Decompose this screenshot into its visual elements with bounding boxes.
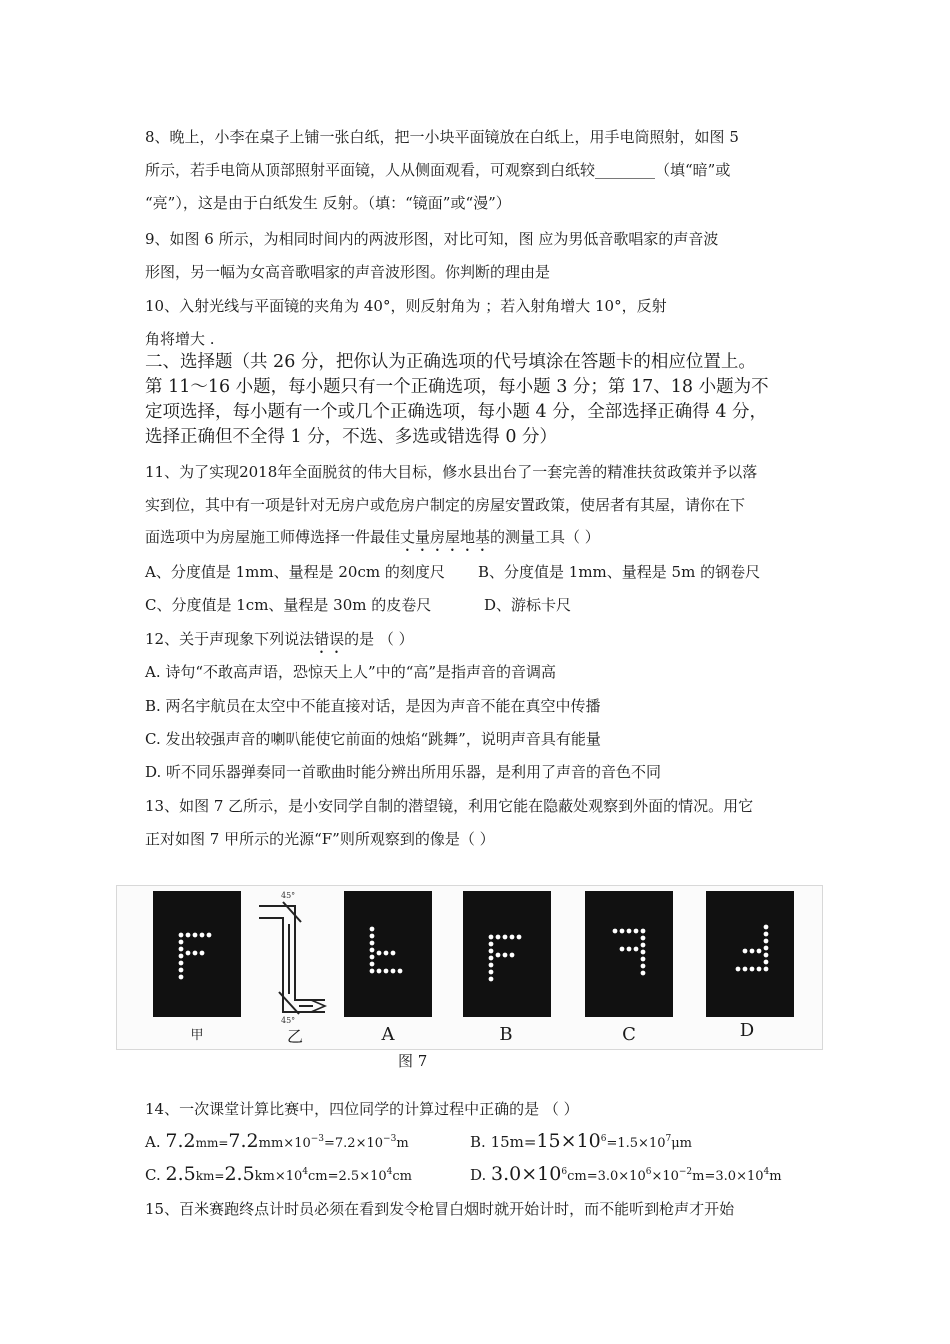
q14-b-label: B. [470,1133,486,1151]
q11-option-d: D、游标卡尺 [484,596,572,614]
q12-stem-a: 12、关于声现象下列说法 [145,630,315,648]
angle-top: 45° [281,891,296,900]
label-d: D [739,1020,755,1041]
q9-line-2: 形图，另一幅为女高音歌唱家的声音波形图。你判断的理由是 [145,263,551,281]
q8-line-3: “亮”），这是由于白纸发生 反射。（填：“镜面”或“漫”） [145,194,511,212]
q8-line-1: 8、晚上，小李在桌子上铺一张白纸，把一小块平面镜放在白纸上，用手电筒照射，如图 5 [145,128,739,146]
q11-line-3c: 的测量工具（ ） [490,528,600,546]
q14-d-e1: 6 [561,1167,568,1177]
q14-c-e2: 4 [386,1167,393,1177]
letter-f-c-icon [585,891,673,1017]
section2-line-1: 二、选择题（共 26 分，把你认为正确选项的代号填涂在答题卡的相应位置上。 [145,352,756,372]
q14-b-r: =1.5×10 [606,1136,666,1151]
q14-option-a [145,1129,409,1154]
q14-c-r: cm=2.5×10 [308,1169,387,1184]
q14-d-u: m [769,1169,782,1184]
q11-emphasis: 丈量房屋地基 [400,528,491,546]
q14-option-d [470,1162,782,1187]
q14-d-label: D. [470,1166,487,1184]
letter-f-a-icon [344,891,432,1017]
q11-option-a: A、分度值是 1mm、量程是 20cm 的刻度尺 [145,563,445,581]
label-jia: 甲 [190,1028,204,1043]
q9-line-1: 9、如图 6 所示，为相同时间内的两波形图，对比可知，图 应为男低音歌唱家的声音波 [145,230,719,248]
q13-line-2: 正对如图 7 甲所示的光源“F”则所观察到的像是（ ） [145,830,495,848]
q11-line-1: 11、为了实现2018年全面脱贫的伟大目标，修水县出台了一套完善的精准扶贫政策并予以落 [145,463,758,481]
letter-f-jia-icon [153,891,241,1017]
q11-option-c: C、分度值是 1cm、量程是 30m 的皮卷尺 [145,596,432,614]
panel-b [463,891,551,1017]
label-c: C [622,1024,636,1045]
q14-b-v1: 15m= [490,1133,537,1151]
q14-d-r2: ×10 [651,1169,679,1184]
q12-stem [145,629,414,657]
q14-c-v2: 2.5 [224,1163,255,1185]
q12-emphasis: 错误 [314,630,345,648]
q14-a-v1: 7.2 [165,1130,196,1152]
letter-f-d-icon [706,891,794,1017]
panel-d [706,891,794,1017]
section2-line-4: 选择正确但不全得 1 分，不选、多选或错选得 0 分） [145,427,558,447]
q14-a-label: A. [145,1133,161,1151]
q14-option-c [145,1162,412,1187]
panel-a [344,891,432,1017]
q14-c-u2: km×10 [254,1169,303,1184]
q14-stem: 14、一次课堂计算比赛中，四位同学的计算过程中正确的是 （ ） [145,1100,579,1118]
label-a: A [381,1024,395,1045]
letter-f-b-icon [463,891,551,1017]
section2-line-2: 第 11～16 小题，每小题只有一个正确选项，每小题 3 分；第 17、18 小题为不 [145,377,769,397]
label-b: B [499,1024,513,1045]
q14-a-u2: mm×10 [258,1136,311,1151]
q14-c-label: C. [145,1166,161,1184]
q14-b-u: μm [671,1136,693,1151]
q8-line-2: 所示，若手电筒从顶部照射平面镜，人从侧面观看，可观察到白纸较________（填“暗”或 [145,161,731,179]
q14-d-v1: 3.0×10 [491,1163,562,1185]
q12-stem-c: 的是 （ ） [344,630,414,648]
panel-jia [153,891,241,1017]
q14-c-u3: cm [392,1169,412,1184]
q14-a-v2: 7.2 [228,1130,259,1152]
panel-c [585,891,673,1017]
q10-line-1: 10、入射光线与平面镜的夹角为 40°，则反射角为 ；若入射角增大 10°，反射 [145,297,667,315]
q11-line-3 [145,527,600,555]
q14-d-e2: 6 [645,1167,652,1177]
q14-c-v1: 2.5 [165,1163,196,1185]
q14-d-e3: −2 [678,1167,693,1177]
q11-line-3a: 面选项中为房屋施工师傅选择一件最佳 [145,528,401,546]
q14-d-r1: cm=3.0×10 [567,1169,646,1184]
q11-line-2: 实到位，其中有一项是针对无房户或危房户制定的房屋安置政策，使居者有其屋，请你在下 [145,496,746,514]
q14-b-e2: 7 [665,1134,672,1144]
q14-option-b [470,1129,692,1154]
figure-7 [116,885,823,1050]
q14-a-r: =7.2×10 [324,1136,384,1151]
q14-d-r3: m=3.0×10 [692,1169,764,1184]
q12-option-d: D. 听不同乐器弹奏同一首歌曲时能分辨出所用乐器，是利用了声音的音色不同 [145,763,662,781]
q14-a-e2: −3 [383,1134,397,1144]
q11-option-b: B、分度值是 1mm、量程是 5m 的钢卷尺 [478,563,761,581]
q14-a-e1: −3 [310,1134,325,1144]
figure-caption: 图 7 [398,1052,428,1070]
label-yi: 乙 [286,1027,303,1046]
q14-a-u3: m [396,1136,409,1151]
q13-line-1: 13、如图 7 乙所示，是小安同学自制的潜望镜，利用它能在隐蔽处观察到外面的情况。用它 [145,797,754,815]
section2-line-3: 定项选择，每小题有一个或几个正确选项，每小题 4 分，全部选择正确得 4 分， [145,402,768,422]
q14-b-v2: 15×10 [536,1130,601,1152]
q10-line-2: 角将增大 . [145,330,215,348]
q12-option-c: C. 发出较强声音的喇叭能使它前面的烛焰“跳舞”，说明声音具有能量 [145,730,601,748]
q15-line-1: 15、百米赛跑终点计时员必须在看到发令枪冒白烟时就开始计时，而不能听到枪声才开始 [145,1200,735,1218]
periscope-diagram [253,888,343,1024]
q14-d-e4: 4 [763,1167,770,1177]
q14-c-u1: km= [195,1169,225,1183]
q12-option-b: B. 两名宇航员在太空中不能直接对话，是因为声音不能在真空中传播 [145,697,601,715]
q12-option-a: A. 诗句“不敢高声语，恐惊天上人”中的“高”是指声音的音调高 [145,663,557,681]
q14-a-u1: mm= [195,1136,229,1150]
angle-bottom: 45° [281,1016,296,1024]
q14-c-e1: 4 [302,1167,309,1177]
q14-b-e1: 6 [600,1134,607,1144]
